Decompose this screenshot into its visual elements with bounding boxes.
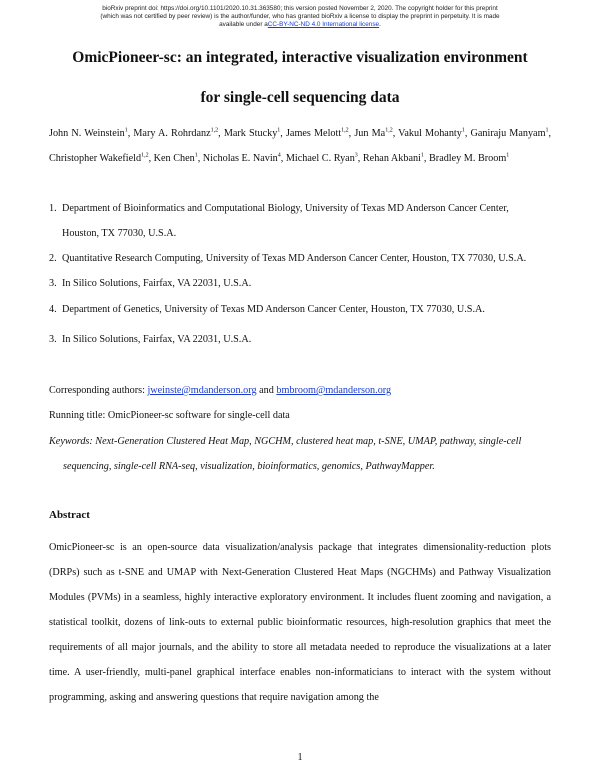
author: Ganiraju Manyam$^1$	[470, 127, 549, 139]
paper-title-line-1: OmicPioneer-sc: an integrated, interactive visualization environment	[72, 49, 528, 66]
corresponding-authors	[49, 378, 551, 403]
license-link[interactable]: CC-BY-NC-ND 4.0 International license	[267, 21, 380, 28]
email-link-broom[interactable]: bmbroom@mdanderson.org	[276, 385, 392, 396]
keywords-line-2: sequencing, single-cell RNA-seq, visualization, bioinformatics, genomics, PathwayMapper.	[63, 461, 435, 472]
affiliation-number: 3.	[49, 278, 57, 289]
affiliation-text: In Silico Solutions, Fairfax, VA 22031, U.S.A.	[62, 278, 252, 289]
author: Vakul Mohanty$^1$	[398, 127, 465, 139]
preprint-line-3	[0, 21, 600, 29]
license-suffix: .	[379, 21, 381, 28]
author: Michael C. Ryan$^3$	[285, 152, 358, 164]
affiliation-text: Quantitative Research Computing, University of Texas MD Anderson Cancer Center, Houston, TX 77030, U.S.A.	[62, 253, 527, 264]
abstract-heading: Abstract	[49, 509, 90, 521]
keywords	[49, 429, 551, 479]
page-number: 1	[297, 752, 303, 763]
affiliation-number: 1.	[49, 203, 57, 214]
author: Nicholas E. Navin$^4$	[202, 152, 281, 164]
running-title: Running title: OmicPioneer-sc software for single-cell data	[49, 410, 290, 421]
affiliation-number: 4.	[49, 304, 57, 315]
author-list: John N. Weinstein$^1$, Mary A. Rohrdanz$^{1,2}$, Mark Stucky$^1$, James Melott$^{1,2}$, Jun Ma$^{1,2}$, Vakul Mohanty$^1$, Ganiraju Manyam$^1$, Christopher Wakefield$^{1,2}$, Ken Chen$^1$, Nicholas E. Navin$^4$, Michael C. Ryan$^3$, Rehan Akbani$^1$, Bradley M. Broom$^1$	[49, 127, 552, 164]
preprint-line-1: bioRxiv preprint doi: https://doi.org/10.1101/2020.10.31.363580; this version posted November 2, 2020. The copyright holder for this preprint	[102, 5, 498, 12]
author: Rehan Akbani$^1$	[362, 152, 424, 164]
author: John N. Weinstein$^1$	[49, 127, 128, 139]
email-link-weinstein[interactable]: jweinste@mdanderson.org	[147, 385, 257, 396]
affiliation-text: Department of Genetics, University of Texas MD Anderson Cancer Center, Houston, TX 77030, U.S.A.	[62, 304, 485, 315]
author: Mark Stucky$^1$	[223, 127, 281, 139]
author: James Melott$^{1,2}$	[285, 127, 349, 139]
affiliation-text: Department of Bioinformatics and Computational Biology, University of Texas MD Anderson Cancer Center, Houston, TX 77030, U.S.A.	[62, 203, 509, 239]
affiliation-text: In Silico Solutions, Fairfax, VA 22031, U.S.A.	[62, 334, 252, 345]
license-prefix: available under a	[219, 21, 268, 28]
preprint-line-2: (which was not certified by peer review) is the author/funder, who has granted bioRxiv a license to display the preprint in perpetuity. It is made	[100, 13, 500, 20]
paper-title-line-2: for single-cell sequencing data	[200, 89, 400, 106]
abstract-text: OmicPioneer-sc is an open-source data visualization/analysis package that integrates dimensionality-reduction plots (DRPs) such as t-SNE and UMAP with Next-Generation Clustered Heat Maps (NGCHMs) and Pathway Visualization Modules (PVMs) in a seamless, highly interactive exploratory environment. It includes fluent zooming and navigation, a statistical toolkit, dozens of link-outs to external public bioinformatic resources, high-resolution graphics that meet the requirements of all major journals, and the ability to store all metadata needed to reproduce the visualizations at a later time. A user-friendly, multi-panel graphical interface enables non-informaticians to interact with the system without programming, asking and answering questions that require navigation among the	[49, 542, 551, 703]
author: Jun Ma$^{1,2}$	[354, 127, 393, 139]
author: Ken Chen$^1$	[153, 152, 198, 164]
author: Christopher Wakefield$^{1,2}$	[49, 152, 149, 164]
author: Mary A. Rohrdanz$^{1,2}$	[133, 127, 219, 139]
keywords-line-1: Keywords: Next-Generation Clustered Heat Map, NGCHM, clustered heat map, t-SNE, UMAP, pathway, single-cell	[49, 436, 522, 447]
correspondence-and: and	[259, 385, 274, 396]
correspondence-label: Corresponding authors:	[49, 385, 145, 396]
affiliation-number: 2.	[49, 253, 57, 264]
preprint-header	[0, 5, 600, 29]
affiliation-number: 3.	[49, 334, 57, 345]
author: Bradley M. Broom$^1$	[429, 152, 510, 164]
